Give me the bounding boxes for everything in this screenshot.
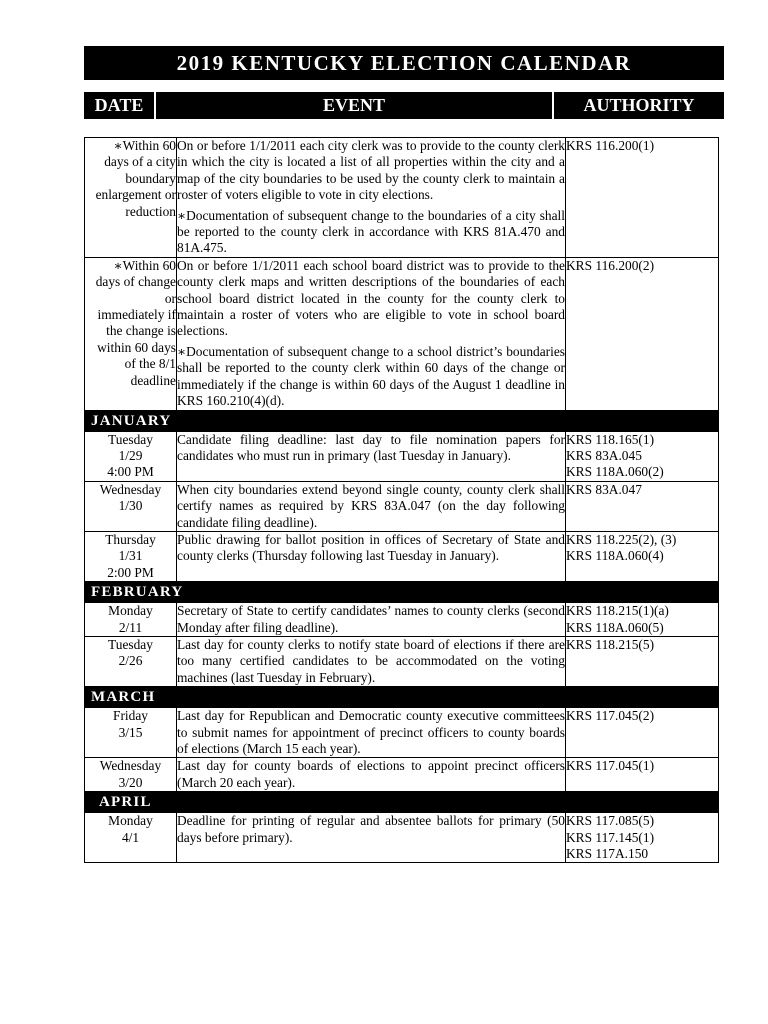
calendar-title: 2019 KENTUCKY ELECTION CALENDAR (84, 46, 724, 80)
event-text: ∗Documentation of subsequent change to the boundaries of a city shall be reported to the county clerk in accordance with KRS 81A.470 and 81A.475. (177, 207, 565, 256)
authority-cell (566, 431, 719, 481)
date-line: 1/31 (118, 548, 143, 564)
month-header-april (85, 792, 719, 813)
date-line: 1/30 (118, 498, 143, 514)
authority-cell (566, 531, 719, 581)
authority-citation: KRS 116.200(2) (566, 257, 655, 273)
date-line: reduction (125, 203, 176, 219)
date-line: or (164, 290, 176, 306)
authority-citation: KRS 117.085(5) (566, 813, 655, 829)
date-cell (85, 531, 177, 581)
month-header-january (85, 410, 719, 431)
date-line: boundary (125, 170, 176, 186)
date-line: Monday (108, 603, 153, 619)
date-line: 3/15 (118, 724, 143, 740)
date-cell (85, 758, 177, 792)
authority-cell (566, 481, 719, 531)
event-cell (177, 758, 566, 792)
date-line: immediately if (97, 307, 176, 323)
event-text: Last day for county boards of elections to appoint precinct officers (March 20 each year). (177, 758, 565, 790)
date-line: 4:00 PM (107, 464, 154, 480)
authority-citation: KRS 117.145(1) (566, 829, 655, 845)
month-header-march (85, 687, 719, 708)
event-cell (177, 708, 566, 758)
table-row (85, 636, 719, 686)
authority-citation: KRS 117.045(1) (566, 758, 655, 774)
month-header-february (85, 582, 719, 603)
election-calendar-table (84, 137, 719, 863)
date-cell (85, 138, 177, 258)
authority-citation: KRS 118A.060(4) (566, 548, 664, 564)
event-cell (177, 431, 566, 481)
authority-cell (566, 708, 719, 758)
table-row (85, 431, 719, 481)
month-label: JANUARY (85, 410, 719, 431)
event-text: Last day for Republican and Democratic county executive committees to submit names for appointment of precinct officers to county boards of elections (March 15 each year). (177, 708, 565, 756)
event-text: Candidate filing deadline: last day to file nomination papers for candidates who must run in primary (last Tuesday in January). (177, 431, 565, 463)
date-cell (85, 708, 177, 758)
date-cell (85, 603, 177, 637)
date-line: of the 8/1 (124, 356, 176, 372)
date-line: ∗Within 60 (113, 138, 176, 153)
date-cell (85, 813, 177, 863)
date-line: Monday (108, 813, 153, 829)
table-row (85, 813, 719, 863)
event-text: ∗Documentation of subsequent change to a school district’s boundaries shall be reported to the county clerk within 60 days of the change or immediately if the change is within 60 days of the August 1 deadline in KRS 160.210(4)(d). (177, 343, 565, 409)
date-line: 2/26 (118, 653, 143, 669)
date-line: Wednesday (99, 758, 162, 774)
event-cell (177, 603, 566, 637)
date-cell (85, 636, 177, 686)
date-line: Wednesday (99, 481, 162, 497)
event-text: Public drawing for ballot position in offices of Secretary of State and county clerks (Thursday following last Tuesday in January). (177, 531, 565, 564)
authority-citation: KRS 116.200(1) (566, 138, 655, 153)
date-cell (85, 257, 177, 410)
date-column-header: DATE (84, 92, 154, 119)
event-text: Secretary of State to certify candidates’ names to county clerks (second Monday after filing deadline). (177, 603, 565, 635)
table-row (85, 531, 719, 581)
authority-citation: KRS 83A.047 (566, 481, 642, 497)
date-line: days of change (95, 274, 176, 290)
date-line: Friday (113, 708, 148, 724)
authority-cell (566, 813, 719, 863)
event-column-header: EVENT (156, 92, 552, 119)
date-line: within 60 days (97, 339, 176, 355)
date-line: Tuesday (108, 636, 153, 652)
date-cell (85, 431, 177, 481)
table-row (85, 603, 719, 637)
table-row (85, 708, 719, 758)
month-label: APRIL (85, 792, 719, 813)
date-line: ∗Within 60 (113, 257, 176, 273)
authority-column-header: AUTHORITY (554, 92, 724, 119)
authority-cell (566, 257, 719, 410)
authority-cell (566, 636, 719, 686)
authority-citation: KRS 118.215(1)(a) (566, 603, 669, 619)
table-row (85, 138, 719, 258)
date-line: deadline (130, 372, 176, 388)
event-text: On or before 1/1/2011 each city clerk was to provide to the county clerk in which the city is located a list of all properties within the city and a map of the city boundaries to be used by the county clerk to maintain a roster of voters eligible to vote in city elections. (177, 138, 565, 203)
authority-cell (566, 603, 719, 637)
date-line: Tuesday (108, 431, 153, 447)
event-text: Deadline for printing of regular and absentee ballots for primary (50 days before primary). (177, 813, 565, 845)
date-line: 4/1 (121, 829, 140, 845)
event-text: On or before 1/1/2011 each school board district was to provide to the county clerk maps and written descriptions of the boundaries of each school board district located in the county for the county clerk to maintain a roster of voters who are eligible to vote in school board elections. (177, 257, 565, 339)
event-cell (177, 138, 566, 258)
event-cell (177, 481, 566, 531)
authority-citation: KRS 117A.150 (566, 846, 649, 862)
event-cell (177, 531, 566, 581)
authority-cell (566, 758, 719, 792)
table-row (85, 257, 719, 410)
event-cell (177, 813, 566, 863)
month-label: MARCH (85, 687, 719, 708)
event-cell (177, 636, 566, 686)
date-cell (85, 481, 177, 531)
authority-citation: KRS 83A.045 (566, 447, 642, 463)
event-text: When city boundaries extend beyond single county, county clerk shall certify names as required by KRS 83A.047 (on the day following candidate filing deadline). (177, 481, 565, 530)
event-text: Last day for county clerks to notify state board of elections if there are too many certified candidates to be accommodated on the voting machines (last Tuesday in February). (177, 636, 565, 685)
date-line: 1/29 (118, 447, 143, 463)
date-line: the change is (106, 323, 176, 339)
month-label: FEBRUARY (85, 582, 719, 603)
authority-citation: KRS 118.225(2), (3) (566, 531, 677, 547)
authority-citation: KRS 118.165(1) (566, 431, 655, 447)
date-line: 3/20 (118, 774, 143, 790)
authority-cell (566, 138, 719, 258)
table-row (85, 758, 719, 792)
date-line: 2/11 (118, 619, 143, 635)
date-line: Thursday (105, 531, 156, 547)
date-line: 2:00 PM (107, 564, 154, 580)
table-row (85, 481, 719, 531)
authority-citation: KRS 117.045(2) (566, 708, 655, 724)
date-line: days of a city (104, 154, 176, 170)
date-line: enlargement or (95, 187, 176, 203)
authority-citation: KRS 118.215(5) (566, 636, 655, 652)
authority-citation: KRS 118A.060(5) (566, 619, 664, 635)
event-cell (177, 257, 566, 410)
authority-citation: KRS 118A.060(2) (566, 464, 664, 480)
